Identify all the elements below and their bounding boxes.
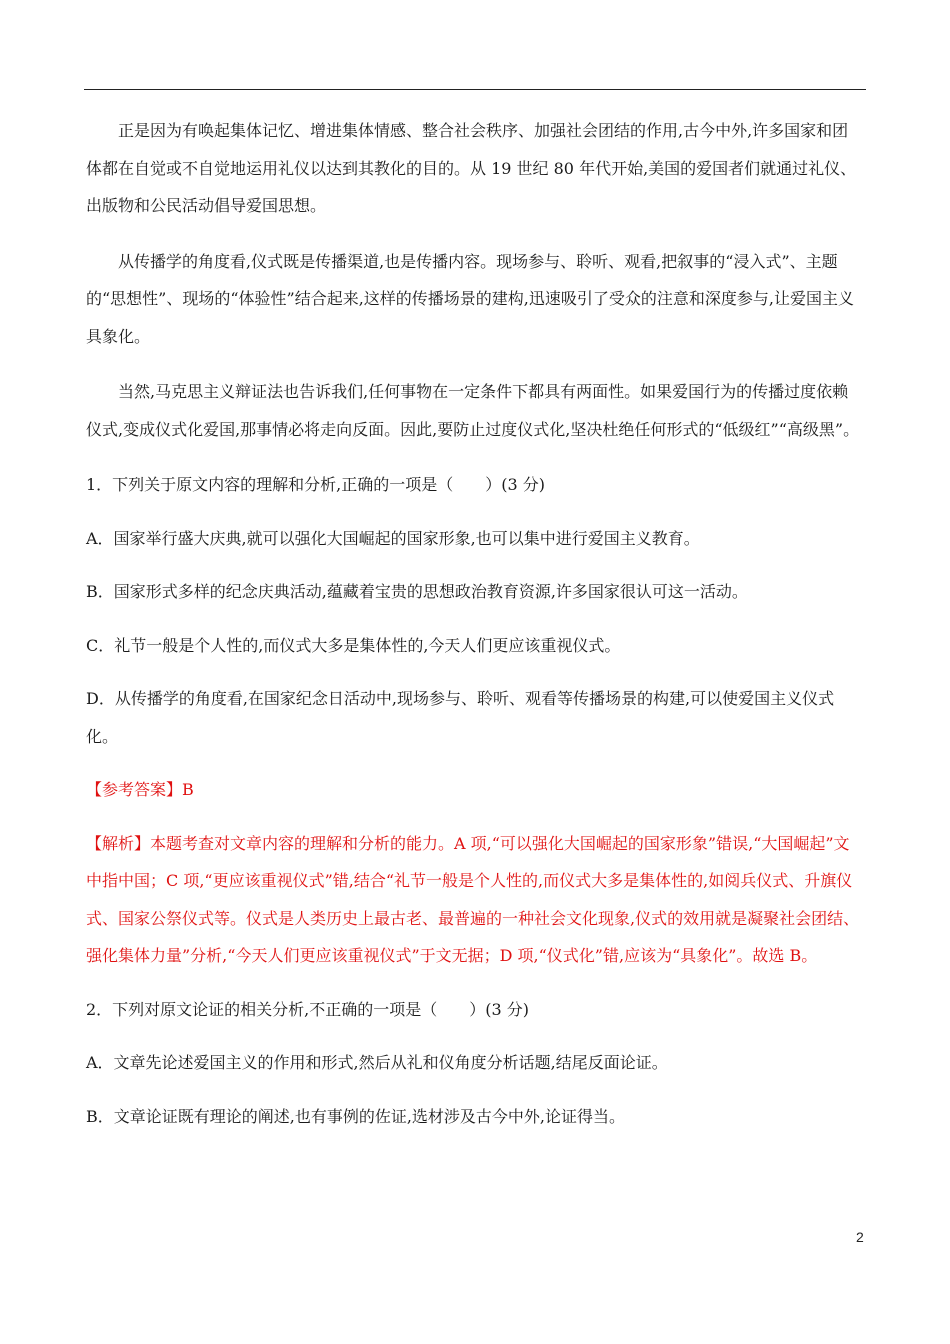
header-rule [84,89,866,90]
question-1-analysis [86,825,860,975]
question-2-stem: 2．下列对原文论证的相关分析,不正确的一项是（ ）(3 分) [86,999,530,1019]
question-1-option-c: C．礼节一般是个人性的,而仪式大多是集体性的,今天人们更应该重视仪式。 [86,635,621,655]
question-1-option-d: D．从传播学的角度看,在国家纪念日活动中,现场参与、聆听、观看等传播场景的构建,可以使爱国主义仪式化。 [86,689,835,746]
answer-value: B [182,780,194,799]
question-2-option-b: B．文章论证既有理论的阐述,也有事例的佐证,选材涉及古今中外,论证得当。 [86,1106,626,1126]
question-1-option-b: B．国家形式多样的纪念庆典活动,蕴藏着宝贵的思想政治教育资源,许多国家很认可这一活动。 [86,582,748,601]
question-2-option-a: A．文章先论述爱国主义的作用和形式,然后从礼和仪角度分析话题,结尾反面论证。 [86,1053,668,1072]
page-number: 2 [856,1229,864,1245]
answer-tag: 【参考答案】 [86,780,183,799]
document-body [86,112,860,1151]
question-1-option-a: A．国家举行盛大庆典,就可以强化大国崛起的国家形象,也可以集中进行爱国主义教育。 [86,528,700,548]
question-1-stem: 1．下列关于原文内容的理解和分析,正确的一项是（ ）(3 分) [86,475,546,494]
question-1-answer [86,771,860,809]
paragraph-1: 正是因为有唤起集体记忆、增进集体情感、整合社会秩序、加强社会团结的作用,古今中外,许多国家和团体都在自觉或不自觉地运用礼仪以达到其教化的目的。从 19 世纪 80 年代开始,美国的爱国者们就通过礼仪、出版物和公民活动倡导爱国思想。 [86,121,857,215]
paragraph-2: 从传播学的角度看,仪式既是传播渠道,也是传播内容。现场参与、聆听、观看,把叙事的“浸入式”、主题的“思想性”、现场的“体验性”结合起来,这样的传播场景的建构,迅速吸引了受众的注意和深度参与,让爱国主义具象化。 [86,251,854,346]
analysis-tag: 【解析】 [86,833,151,853]
analysis-text: 本题考查对文章内容的理解和分析的能力。A 项,“可以强化大国崛起的国家形象”错误,“大国崛起”文中指中国；C 项,“更应该重视仪式”错,结合“礼节一般是个人性的,而仪式大多是集体性的,如阅兵仪式、升旗仪式、国家公祭仪式等。仪式是人类历史上最古老、最普遍的一种社会文化现象,仪式的效用就是凝聚社会团结、强化集体力量”分析,“今天人们更应该重视仪式”于文无据；D 项,“仪式化”错,应该为“具象化”。故选 B。 [86,833,860,965]
paragraph-3: 当然,马克思主义辩证法也告诉我们,任何事物在一定条件下都具有两面性。如果爱国行为的传播过度依赖仪式,变成仪式化爱国,那事情必将走向反面。因此,要防止过度仪式化,坚决杜绝任何形式的“低级红”“高级黑”。 [86,382,860,439]
